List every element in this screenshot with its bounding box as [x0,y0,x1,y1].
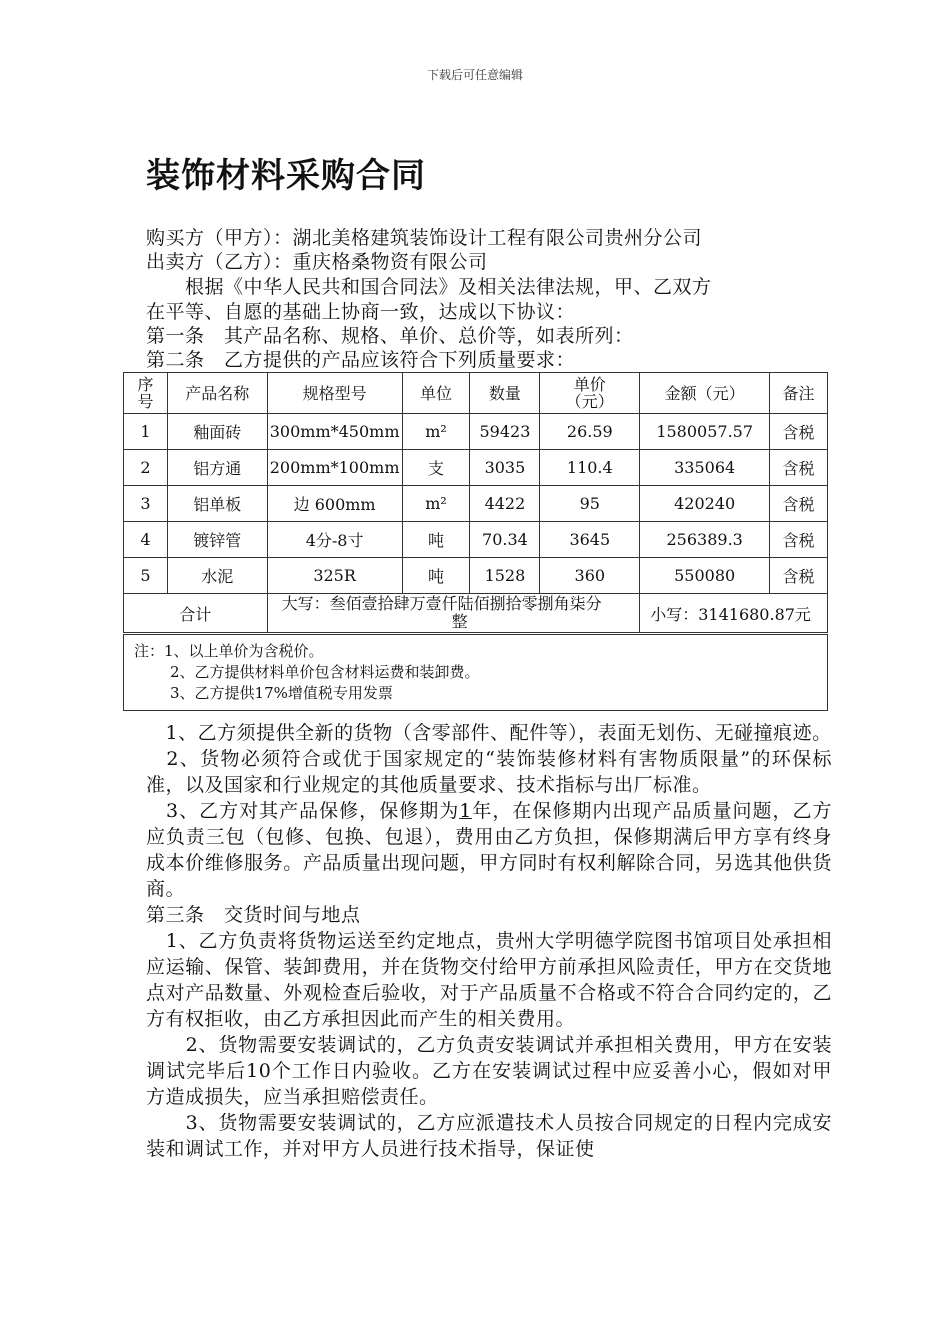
header-amount: 金额（元） [640,373,770,414]
cell-spec: 边 600mm [267,486,402,522]
cell-price: 3645 [540,522,640,558]
cell-seq: 3 [124,486,168,522]
article-1: 第一条 其产品名称、规格、单价、总价等，如表所列： [146,325,634,347]
cell-price: 95 [540,486,640,522]
header-seq: 序 号 [124,373,168,414]
cell-seq: 5 [124,558,168,594]
header-name: 产品名称 [167,373,267,414]
preamble-line-2: 在平等、自愿的基础上协商一致，达成以下协议： [146,301,576,323]
cell-qty: 3035 [470,450,540,486]
cell-spec: 4分-8寸 [267,522,402,558]
cell-qty: 59423 [470,414,540,450]
cell-unit: m² [402,486,470,522]
header-spec: 规格型号 [267,373,402,414]
note-3: 3、乙方提供17%增值税专用发票 [170,684,393,702]
cell-amount: 335064 [640,450,770,486]
cell-amount: 420240 [640,486,770,522]
table-header-row [124,373,828,414]
cell-unit: 吨 [402,558,470,594]
quality-clause-1: 1、乙方须提供全新的货物（含零部件、配件等），表面无划伤、无碰撞痕迹。 [146,722,832,744]
cell-unit: m² [402,414,470,450]
table-row [124,486,828,522]
cell-remark: 含税 [770,414,828,450]
table-total-row [124,594,828,633]
contract-body [146,720,832,1162]
note-2: 2、乙方提供材料单价包含材料运费和装卸费。 [170,663,480,681]
header-qty: 数量 [470,373,540,414]
cell-spec: 325R [267,558,402,594]
cell-name: 釉面砖 [167,414,267,450]
cell-name: 铝单板 [167,486,267,522]
quality-clause-2: 2、货物必须符合或优于国家规定的“装饰装修材料有害物质限量”的环保标准，以及国家和行业规定的其他质量要求、技术指标与出厂标准。 [146,748,832,796]
cell-amount: 550080 [640,558,770,594]
cell-amount: 256389.3 [640,522,770,558]
notes-box [123,634,828,711]
cell-unit: 吨 [402,522,470,558]
cell-amount: 1580057.57 [640,414,770,450]
cell-spec: 300mm*450mm [267,414,402,450]
cell-seq: 4 [124,522,168,558]
cell-name: 水泥 [167,558,267,594]
delivery-clause-2: 2、货物需要安装调试的，乙方负责安装调试并承担相关费用，甲方在安装调试完毕后10个工作日内验收。乙方在安装调试过程中应妥善小心，假如对甲方造成损失，应当承担赔偿责任。 [146,1034,832,1108]
preamble-line-1: 根据《中华人民共和国合同法》及相关法律法规，甲、乙双方 [146,276,712,298]
delivery-clause-1: 1、乙方负责将货物运送至约定地点，贵州大学明德学院图书馆项目处承担相应运输、保管、装卸费用，并在货物交付给甲方前承担风险责任，甲方在交货地点对产品数量、外观检查后验收，对于产品质量不合格或不符合合同约定的，乙方有权拒收，由乙方承担因此而产生的相关费用。 [146,930,832,1030]
cell-price: 360 [540,558,640,594]
cell-price: 26.59 [540,414,640,450]
total-label: 合计 [124,594,268,633]
article-2: 第二条 乙方提供的产品应该符合下列质量要求： [146,349,576,371]
cell-name: 镀锌管 [167,522,267,558]
cell-remark: 含税 [770,558,828,594]
total-daxie: 大写：叁佰壹拾肆万壹仟陆佰捌拾零捌角柒分 整 [267,594,640,633]
header-note: 下载后可任意编辑 [426,68,523,82]
article-3: 第三条 交货时间与地点 [146,904,361,926]
note-1: 注：1、以上单价为含税价。 [134,642,324,660]
header-price: 单价 （元） [540,373,640,414]
cell-unit: 支 [402,450,470,486]
cell-qty: 1528 [470,558,540,594]
cell-seq: 2 [124,450,168,486]
table-row [124,450,828,486]
cell-seq: 1 [124,414,168,450]
table-row [124,414,828,450]
header-remark: 备注 [770,373,828,414]
delivery-clause-3: 3、货物需要安装调试的，乙方应派遣技术人员按合同规定的日程内完成安装和调试工作，并对甲方人员进行技术指导，保证使 [146,1112,832,1160]
cell-remark: 含税 [770,522,828,558]
total-xiaoxie: 小写：3141680.87元 [640,594,828,633]
cell-qty: 70.34 [470,522,540,558]
document-title: 装饰材料采购合同 [146,156,426,196]
cell-price: 110.4 [540,450,640,486]
cell-remark: 含税 [770,450,828,486]
product-table [123,372,828,633]
warranty-years: 1 [459,800,472,822]
cell-spec: 200mm*100mm [267,450,402,486]
cell-remark: 含税 [770,486,828,522]
seller-line: 出卖方（乙方）：重庆格桑物资有限公司 [146,251,488,273]
cell-qty: 4422 [470,486,540,522]
cell-name: 铝方通 [167,450,267,486]
table-row [124,558,828,594]
quality-clause-3: 3、乙方对其产品保修，保修期为1年，在保修期内出现产品质量问题，乙方应负责三包（包修、包换、包退），费用由乙方负担，保修期满后甲方享有终身成本价维修服务。产品质量出现问题，甲方同时有权利解除合同，另选其他供货商。 [146,800,832,900]
buyer-line: 购买方（甲方）：湖北美格建筑装饰设计工程有限公司贵州分公司 [146,227,703,249]
header-unit: 单位 [402,373,470,414]
table-row [124,522,828,558]
